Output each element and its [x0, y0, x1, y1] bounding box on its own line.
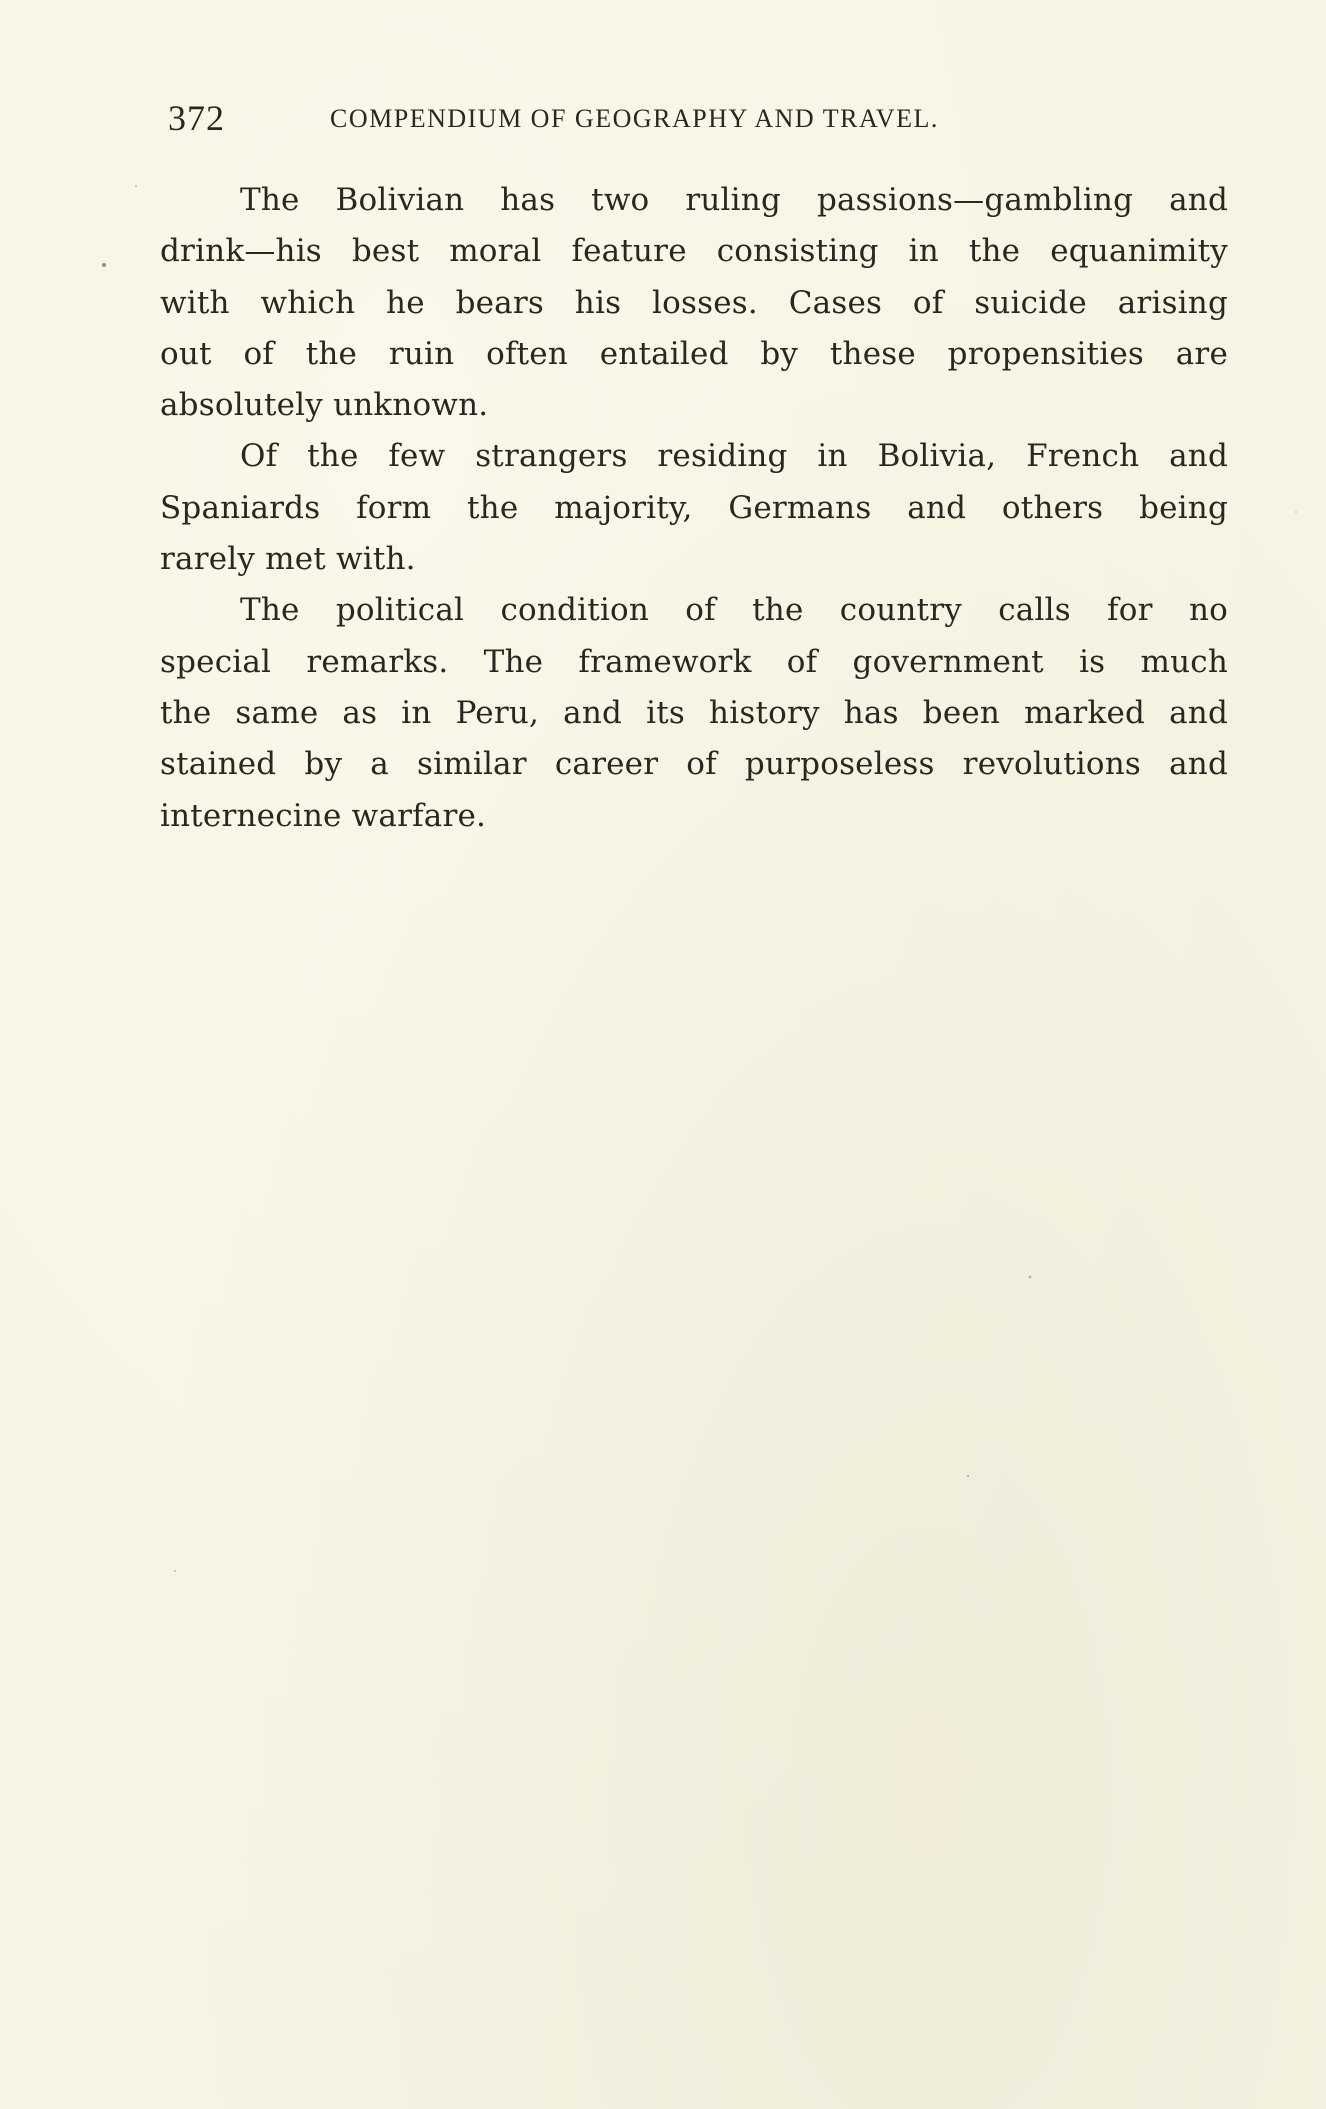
body-text: [160, 175, 1228, 842]
paper-speck: [967, 1475, 969, 1477]
paper-speck: [1295, 511, 1297, 513]
text-line: the same as in Peru, and its history has been marked and: [160, 694, 1228, 731]
paragraph-3: [160, 585, 1228, 841]
text-line: absolutely unknown.: [160, 387, 489, 424]
text-line: out of the ruin often entailed by these propensities are: [160, 335, 1228, 372]
paper-speck: [135, 185, 137, 187]
text-line: The Bolivian has two ruling passions—gambling and: [240, 182, 1228, 218]
running-title: COMPENDIUM OF GEOGRAPHY AND TRAVEL.: [330, 104, 939, 133]
page-number: 372: [168, 98, 225, 138]
page-header: [168, 96, 1228, 140]
text-line: stained by a similar career of purposeless revolutions and: [160, 746, 1228, 783]
paper-speck: [102, 263, 106, 267]
text-line: with which he bears his losses. Cases of suicide arising: [160, 284, 1228, 321]
text-line: special remarks. The framework of government is much: [160, 643, 1228, 680]
text-line: internecine warfare.: [160, 797, 487, 834]
text-line: Spaniards form the majority, Germans and others being: [160, 489, 1228, 526]
text-line: drink—his best moral feature consisting in the equanimity: [160, 233, 1228, 270]
paper-speck: [1029, 1276, 1032, 1279]
text-line: The political condition of the country calls for no: [240, 592, 1228, 629]
paragraph-1: [160, 175, 1228, 431]
paper-speck: [174, 1570, 176, 1572]
paragraph-2: [160, 431, 1228, 585]
text-line: rarely met with.: [160, 541, 416, 578]
text-line: Of the few strangers residing in Bolivia, French and: [240, 438, 1228, 475]
